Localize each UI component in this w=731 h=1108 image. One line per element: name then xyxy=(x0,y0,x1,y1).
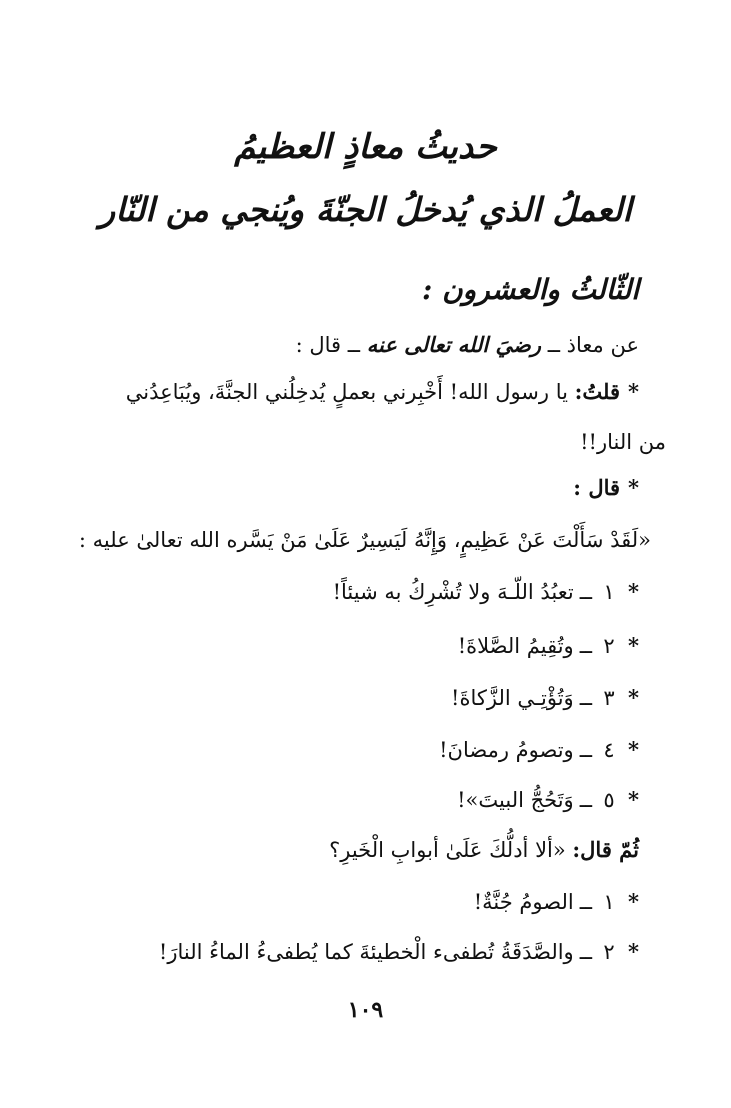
question-label: قلتُ: xyxy=(574,379,621,404)
star-marker: * xyxy=(628,939,639,964)
pillar-item xyxy=(60,730,639,770)
question-text-continued: من النار!! xyxy=(580,430,666,454)
answer-line xyxy=(40,520,651,560)
hadith-number-heading: الثّالثُ والعشرون : xyxy=(422,273,639,306)
pillar-item xyxy=(60,572,639,612)
answer-label-line xyxy=(60,468,639,508)
star-marker: * xyxy=(628,685,639,710)
star-marker: * xyxy=(628,633,639,658)
pillar-text: وتصومُ رمضانَ! xyxy=(439,738,574,762)
door-number: ٢ xyxy=(603,940,615,964)
dash: ــ xyxy=(579,788,593,812)
question-line-1 xyxy=(40,372,639,412)
answer-text: «لَقَدْ سَأَلْتَ عَنْ عَظِيمٍ، وَإِنَّهُ لَيَسِيرٌ عَلَىٰ مَنْ يَسَّره الله تعالىٰ عليه : xyxy=(78,528,651,552)
dash: ــ xyxy=(579,686,593,710)
star-marker: * xyxy=(628,379,639,404)
door-text: الصومُ جُنَّةٌ! xyxy=(473,890,574,914)
then-said-text: «ألا أدلُّكَ عَلَىٰ أبوابِ الْخَيرِ؟ xyxy=(329,838,573,862)
then-said-line xyxy=(60,830,639,870)
question-text: يا رسول الله! أَخْبِرني بعملٍ يُدخِلُني الجنَّةَ، ويُبَاعِدُني xyxy=(125,380,575,404)
answer-label: قال : xyxy=(573,475,621,500)
dash: ــ xyxy=(579,940,593,964)
star-marker: * xyxy=(628,579,639,604)
pillar-item xyxy=(60,678,639,718)
pillar-number: ٣ xyxy=(603,686,615,710)
star-marker: * xyxy=(628,737,639,762)
star-marker: * xyxy=(628,889,639,914)
question-line-2 xyxy=(60,422,666,462)
chapter-title: حديثُ معاذٍ العظيمُ xyxy=(234,127,497,167)
dash: ــ xyxy=(579,580,593,604)
page-number: ١٠٩ xyxy=(347,997,384,1023)
pillar-item xyxy=(60,626,639,666)
intro-text-after: ــ قال : xyxy=(295,333,367,357)
star-marker: * xyxy=(628,787,639,812)
pillar-text: وتُقِيمُ الصَّلاةَ! xyxy=(457,634,574,658)
pillar-number: ٤ xyxy=(603,738,615,762)
dash: ــ xyxy=(579,634,593,658)
section-heading xyxy=(60,270,639,312)
door-item xyxy=(60,932,639,972)
star-marker: * xyxy=(628,475,639,500)
honorific-phrase: رضيَ الله تعالى عنه xyxy=(366,332,542,357)
dash: ــ xyxy=(579,738,593,762)
door-text: والصَّدَقَةُ تُطفىء الْخطيئةَ كما يُطفىءُ الماءُ النارَ! xyxy=(158,940,574,964)
pillar-number: ٥ xyxy=(603,788,615,812)
pillar-text: وَتَحُجُّ البيتَ»! xyxy=(457,788,574,812)
pillar-number: ٢ xyxy=(603,634,615,658)
intro-line xyxy=(60,325,639,365)
pillar-number: ١ xyxy=(603,580,615,604)
door-number: ١ xyxy=(603,890,615,914)
dash: ــ xyxy=(579,890,593,914)
intro-text-before: عن معاذ ــ xyxy=(541,333,639,357)
door-item xyxy=(60,882,639,922)
chapter-subtitle: العملُ الذي يُدخلُ الجنّةَ ويُنجي من النّار xyxy=(99,190,632,229)
pillar-item xyxy=(60,780,639,820)
pillar-text: تعبُدُ اللّـهَ ولا تُشْرِكُ به شيئاً! xyxy=(332,580,574,604)
then-said-label: ثُمّ قال: xyxy=(572,837,639,862)
pillar-text: وَتُؤْتِـي الزَّكاةَ! xyxy=(451,686,574,710)
